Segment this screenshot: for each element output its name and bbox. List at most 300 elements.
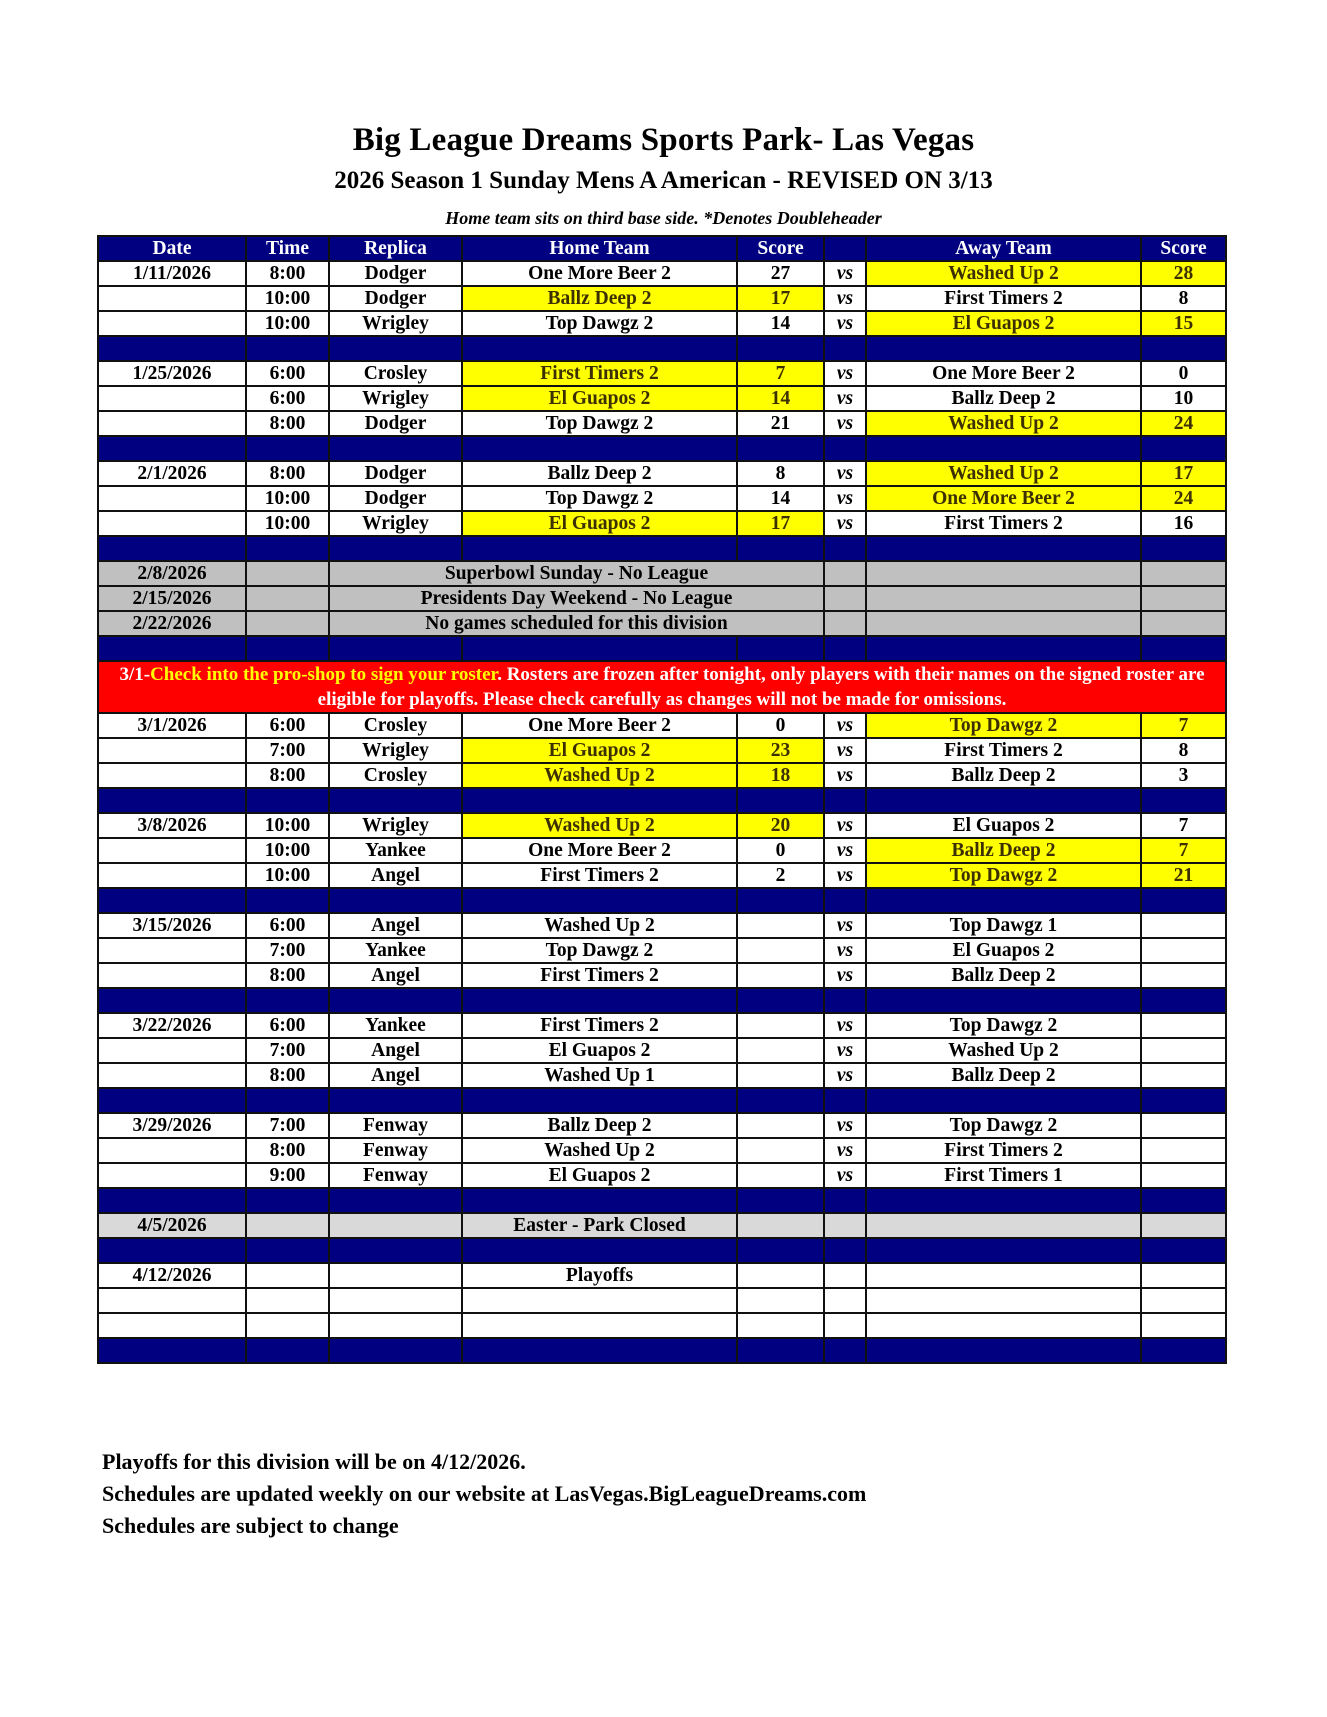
away-score: 7	[1141, 713, 1226, 738]
game-date	[98, 938, 246, 963]
footer-website-note: Schedules are updated weekly on our website at LasVegas.BigLeagueDreams.com	[102, 1481, 867, 1506]
separator-cell	[462, 336, 737, 361]
separator-cell	[1141, 988, 1226, 1013]
game-row	[98, 863, 1226, 888]
away-score: 28	[1141, 261, 1226, 286]
empty-cell	[824, 586, 866, 611]
game-replica-field: Fenway	[329, 1163, 462, 1188]
empty-cell	[246, 1313, 329, 1338]
separator-cell	[866, 1238, 1141, 1263]
game-replica-field: Dodger	[329, 286, 462, 311]
empty-cell	[329, 1263, 462, 1288]
empty-cell	[98, 1288, 246, 1313]
vs-label: vs	[824, 511, 866, 536]
week-separator	[98, 988, 1226, 1013]
home-team: One More Beer 2	[462, 713, 737, 738]
empty-cell	[1141, 586, 1226, 611]
away-team: Ballz Deep 2	[866, 963, 1141, 988]
game-date: 3/22/2026	[98, 1013, 246, 1038]
game-row	[98, 511, 1226, 536]
empty-cell	[866, 586, 1141, 611]
game-time: 8:00	[246, 461, 329, 486]
away-team: El Guapos 2	[866, 938, 1141, 963]
separator-cell	[462, 436, 737, 461]
away-score: 24	[1141, 411, 1226, 436]
separator-cell	[98, 1188, 246, 1213]
away-score	[1141, 1113, 1226, 1138]
home-team: First Timers 2	[462, 1013, 737, 1038]
empty-cell	[824, 611, 866, 636]
empty-cell	[246, 561, 329, 586]
separator-cell	[462, 1088, 737, 1113]
vs-label: vs	[824, 1113, 866, 1138]
home-team: Ballz Deep 2	[462, 1113, 737, 1138]
separator-cell	[462, 636, 737, 661]
game-replica-field: Wrigley	[329, 738, 462, 763]
vs-label: vs	[824, 286, 866, 311]
home-score	[737, 1013, 824, 1038]
empty-cell	[246, 1288, 329, 1313]
away-team: First Timers 2	[866, 286, 1141, 311]
separator-cell	[1141, 536, 1226, 561]
separator-cell	[737, 1088, 824, 1113]
home-score: 27	[737, 261, 824, 286]
empty-cell	[824, 1313, 866, 1338]
empty-cell	[246, 586, 329, 611]
off-week-reason: Presidents Day Weekend - No League	[329, 586, 824, 611]
home-team: Washed Up 1	[462, 1063, 737, 1088]
separator-cell	[824, 636, 866, 661]
separator-cell	[737, 888, 824, 913]
separator-cell	[737, 536, 824, 561]
away-score: 0	[1141, 361, 1226, 386]
home-score: 17	[737, 286, 824, 311]
home-score: 23	[737, 738, 824, 763]
game-date	[98, 1038, 246, 1063]
empty-cell	[1141, 561, 1226, 586]
game-row	[98, 486, 1226, 511]
separator-cell	[329, 536, 462, 561]
game-date	[98, 963, 246, 988]
separator-cell	[329, 888, 462, 913]
game-time: 8:00	[246, 963, 329, 988]
vs-label: vs	[824, 1063, 866, 1088]
game-date	[98, 1138, 246, 1163]
week-separator	[98, 888, 1226, 913]
separator-cell	[824, 1088, 866, 1113]
game-row	[98, 461, 1226, 486]
home-team-note: Home team sits on third base side. *Denotes Doubleheader	[445, 208, 882, 228]
away-score: 3	[1141, 763, 1226, 788]
separator-cell	[737, 1238, 824, 1263]
empty-cell	[737, 1213, 824, 1238]
off-week-reason: Superbowl Sunday - No League	[329, 561, 824, 586]
separator-cell	[1141, 1088, 1226, 1113]
away-score: 16	[1141, 511, 1226, 536]
separator-cell	[98, 1088, 246, 1113]
empty-cell	[737, 1313, 824, 1338]
vs-label: vs	[824, 738, 866, 763]
separator-cell	[737, 1338, 824, 1363]
game-row	[98, 713, 1226, 738]
separator-cell	[824, 536, 866, 561]
home-score	[737, 963, 824, 988]
home-team: Washed Up 2	[462, 813, 737, 838]
game-row	[98, 411, 1226, 436]
game-replica-field: Yankee	[329, 938, 462, 963]
vs-label: vs	[824, 1038, 866, 1063]
away-team: Ballz Deep 2	[866, 763, 1141, 788]
game-date	[98, 286, 246, 311]
game-time: 7:00	[246, 1113, 329, 1138]
separator-cell	[462, 1238, 737, 1263]
away-team: Washed Up 2	[866, 411, 1141, 436]
separator-cell	[866, 1188, 1141, 1213]
game-row	[98, 938, 1226, 963]
home-score	[737, 1113, 824, 1138]
separator-cell	[824, 336, 866, 361]
separator-cell	[866, 788, 1141, 813]
separator-cell	[329, 636, 462, 661]
away-team: First Timers 2	[866, 738, 1141, 763]
away-team: Ballz Deep 2	[866, 1063, 1141, 1088]
off-week-row	[98, 561, 1226, 586]
separator-cell	[737, 988, 824, 1013]
empty-cell	[246, 611, 329, 636]
home-team: First Timers 2	[462, 863, 737, 888]
game-replica-field: Dodger	[329, 486, 462, 511]
separator-cell	[866, 1088, 1141, 1113]
away-team: Top Dawgz 2	[866, 1013, 1141, 1038]
separator-cell	[824, 436, 866, 461]
game-date	[98, 311, 246, 336]
game-replica-field: Crosley	[329, 763, 462, 788]
game-time: 8:00	[246, 1063, 329, 1088]
game-time: 6:00	[246, 913, 329, 938]
separator-cell	[246, 1238, 329, 1263]
playoffs-row	[98, 1263, 1226, 1288]
home-score: 21	[737, 411, 824, 436]
vs-label: vs	[824, 361, 866, 386]
game-time: 6:00	[246, 713, 329, 738]
separator-cell	[246, 988, 329, 1013]
empty-cell	[1141, 1213, 1226, 1238]
away-score	[1141, 938, 1226, 963]
vs-label: vs	[824, 1163, 866, 1188]
separator-cell	[824, 888, 866, 913]
empty-cell	[866, 561, 1141, 586]
away-score: 24	[1141, 486, 1226, 511]
away-score	[1141, 963, 1226, 988]
game-row	[98, 311, 1226, 336]
empty-cell	[1141, 1263, 1226, 1288]
separator-cell	[462, 1188, 737, 1213]
game-date	[98, 511, 246, 536]
vs-label: vs	[824, 813, 866, 838]
game-row	[98, 738, 1226, 763]
game-date: 2/1/2026	[98, 461, 246, 486]
home-score	[737, 938, 824, 963]
separator-cell	[98, 436, 246, 461]
separator-cell	[246, 1088, 329, 1113]
game-date	[98, 763, 246, 788]
home-team: El Guapos 2	[462, 738, 737, 763]
away-team: Top Dawgz 2	[866, 863, 1141, 888]
home-score: 0	[737, 713, 824, 738]
off-week-reason: No games scheduled for this division	[329, 611, 824, 636]
game-row	[98, 763, 1226, 788]
roster-notice-row	[98, 661, 1226, 713]
page-title: Big League Dreams Sports Park- Las Vegas	[352, 122, 975, 158]
empty-cell	[246, 1213, 329, 1238]
vs-label: vs	[824, 963, 866, 988]
home-team: Top Dawgz 2	[462, 486, 737, 511]
game-date	[98, 486, 246, 511]
separator-cell	[329, 788, 462, 813]
separator-cell	[246, 436, 329, 461]
empty-cell	[462, 1313, 737, 1338]
off-week-date: 2/22/2026	[98, 611, 246, 636]
week-separator	[98, 636, 1226, 661]
week-separator	[98, 1338, 1226, 1363]
separator-cell	[866, 536, 1141, 561]
game-row	[98, 1013, 1226, 1038]
away-score	[1141, 913, 1226, 938]
home-score: 2	[737, 863, 824, 888]
game-time: 8:00	[246, 763, 329, 788]
separator-cell	[98, 536, 246, 561]
game-row	[98, 1113, 1226, 1138]
separator-cell	[246, 1338, 329, 1363]
separator-cell	[866, 436, 1141, 461]
col-header-away-score: Score	[1141, 236, 1226, 261]
away-team: El Guapos 2	[866, 311, 1141, 336]
empty-cell	[866, 1213, 1141, 1238]
game-time: 10:00	[246, 813, 329, 838]
separator-cell	[329, 1338, 462, 1363]
off-week-row	[98, 611, 1226, 636]
home-team: Washed Up 2	[462, 913, 737, 938]
game-time: 9:00	[246, 1163, 329, 1188]
separator-cell	[462, 1338, 737, 1363]
vs-label: vs	[824, 913, 866, 938]
holiday-reason: Easter - Park Closed	[462, 1213, 737, 1238]
game-replica-field: Angel	[329, 963, 462, 988]
game-date: 1/25/2026	[98, 361, 246, 386]
home-team: First Timers 2	[462, 361, 737, 386]
separator-cell	[462, 788, 737, 813]
home-team: Ballz Deep 2	[462, 286, 737, 311]
roster-notice	[98, 661, 1226, 713]
home-score: 20	[737, 813, 824, 838]
game-replica-field: Dodger	[329, 461, 462, 486]
off-week-row	[98, 586, 1226, 611]
separator-cell	[1141, 888, 1226, 913]
home-team: Washed Up 2	[462, 1138, 737, 1163]
empty-cell	[866, 1313, 1141, 1338]
empty-cell	[246, 1263, 329, 1288]
week-separator	[98, 788, 1226, 813]
home-score: 7	[737, 361, 824, 386]
game-row	[98, 1138, 1226, 1163]
separator-cell	[866, 1338, 1141, 1363]
empty-cell	[737, 1288, 824, 1313]
empty-cell	[462, 1288, 737, 1313]
week-separator	[98, 1088, 1226, 1113]
separator-cell	[98, 888, 246, 913]
home-team: El Guapos 2	[462, 386, 737, 411]
empty-cell	[1141, 1313, 1226, 1338]
home-score: 8	[737, 461, 824, 486]
game-row	[98, 1063, 1226, 1088]
separator-cell	[329, 1238, 462, 1263]
separator-cell	[329, 1088, 462, 1113]
game-time: 10:00	[246, 838, 329, 863]
game-row	[98, 361, 1226, 386]
game-time: 6:00	[246, 1013, 329, 1038]
playoffs-label: Playoffs	[462, 1263, 737, 1288]
away-score: 17	[1141, 461, 1226, 486]
away-score	[1141, 1063, 1226, 1088]
game-row	[98, 386, 1226, 411]
separator-cell	[246, 636, 329, 661]
vs-label: vs	[824, 411, 866, 436]
empty-row	[98, 1313, 1226, 1338]
home-team: Top Dawgz 2	[462, 411, 737, 436]
game-row	[98, 838, 1226, 863]
separator-cell	[1141, 436, 1226, 461]
separator-cell	[329, 1188, 462, 1213]
footer-playoffs-note: Playoffs for this division will be on 4/12/2026.	[102, 1449, 526, 1474]
game-date	[98, 1163, 246, 1188]
game-row	[98, 286, 1226, 311]
game-time: 10:00	[246, 311, 329, 336]
col-header-home-score: Score	[737, 236, 824, 261]
separator-cell	[824, 788, 866, 813]
separator-cell	[462, 988, 737, 1013]
week-separator	[98, 436, 1226, 461]
separator-cell	[1141, 636, 1226, 661]
game-replica-field: Dodger	[329, 261, 462, 286]
empty-cell	[1141, 611, 1226, 636]
game-row	[98, 1038, 1226, 1063]
vs-label: vs	[824, 863, 866, 888]
away-team: First Timers 2	[866, 1138, 1141, 1163]
col-header-time: Time	[246, 236, 329, 261]
separator-cell	[246, 336, 329, 361]
week-separator	[98, 536, 1226, 561]
separator-cell	[737, 336, 824, 361]
game-time: 7:00	[246, 1038, 329, 1063]
game-row	[98, 813, 1226, 838]
empty-cell	[329, 1288, 462, 1313]
empty-cell	[329, 1213, 462, 1238]
separator-cell	[329, 988, 462, 1013]
home-score	[737, 1038, 824, 1063]
away-team: First Timers 2	[866, 511, 1141, 536]
separator-cell	[1141, 1238, 1226, 1263]
empty-cell	[1141, 1288, 1226, 1313]
col-header-vs	[824, 236, 866, 261]
game-time: 8:00	[246, 1138, 329, 1163]
game-date: 3/8/2026	[98, 813, 246, 838]
vs-label: vs	[824, 386, 866, 411]
notice-text: . Rosters are frozen after tonight, only players with their names on the signed roster are eligible for playoffs. Please check carefully as changes will not be made for omissions.	[317, 664, 1205, 710]
game-date	[98, 1063, 246, 1088]
home-team: El Guapos 2	[462, 1163, 737, 1188]
separator-cell	[737, 636, 824, 661]
playoffs-date: 4/12/2026	[98, 1263, 246, 1288]
separator-cell	[98, 636, 246, 661]
notice-prefix: 3/1-	[119, 664, 151, 685]
game-time: 10:00	[246, 511, 329, 536]
game-replica-field: Angel	[329, 1063, 462, 1088]
game-date	[98, 386, 246, 411]
home-team: Top Dawgz 2	[462, 938, 737, 963]
home-team: Top Dawgz 2	[462, 311, 737, 336]
separator-cell	[329, 436, 462, 461]
separator-cell	[98, 1238, 246, 1263]
separator-cell	[737, 1188, 824, 1213]
home-score: 17	[737, 511, 824, 536]
game-replica-field: Yankee	[329, 838, 462, 863]
game-time: 8:00	[246, 411, 329, 436]
separator-cell	[1141, 788, 1226, 813]
empty-cell	[329, 1313, 462, 1338]
empty-row	[98, 1288, 1226, 1313]
empty-cell	[824, 1213, 866, 1238]
separator-cell	[824, 988, 866, 1013]
away-score: 15	[1141, 311, 1226, 336]
vs-label: vs	[824, 1138, 866, 1163]
game-replica-field: Crosley	[329, 713, 462, 738]
home-score: 18	[737, 763, 824, 788]
vs-label: vs	[824, 461, 866, 486]
separator-cell	[462, 888, 737, 913]
game-time: 8:00	[246, 261, 329, 286]
separator-cell	[824, 1338, 866, 1363]
away-team: Ballz Deep 2	[866, 838, 1141, 863]
game-time: 10:00	[246, 486, 329, 511]
away-team: One More Beer 2	[866, 361, 1141, 386]
game-time: 7:00	[246, 938, 329, 963]
home-score	[737, 1063, 824, 1088]
vs-label: vs	[824, 763, 866, 788]
vs-label: vs	[824, 1013, 866, 1038]
game-replica-field: Wrigley	[329, 386, 462, 411]
separator-cell	[246, 888, 329, 913]
empty-cell	[866, 1288, 1141, 1313]
empty-cell	[98, 1313, 246, 1338]
away-team: Top Dawgz 2	[866, 1113, 1141, 1138]
separator-cell	[246, 1188, 329, 1213]
game-date: 1/11/2026	[98, 261, 246, 286]
away-score: 8	[1141, 286, 1226, 311]
table-header-row	[98, 236, 1226, 261]
holiday-date: 4/5/2026	[98, 1213, 246, 1238]
empty-cell	[866, 1263, 1141, 1288]
game-date: 3/29/2026	[98, 1113, 246, 1138]
away-team: Ballz Deep 2	[866, 386, 1141, 411]
separator-cell	[1141, 1188, 1226, 1213]
game-replica-field: Angel	[329, 913, 462, 938]
game-time: 7:00	[246, 738, 329, 763]
off-week-date: 2/15/2026	[98, 586, 246, 611]
col-header-date: Date	[98, 236, 246, 261]
home-score	[737, 913, 824, 938]
separator-cell	[462, 536, 737, 561]
week-separator	[98, 1188, 1226, 1213]
